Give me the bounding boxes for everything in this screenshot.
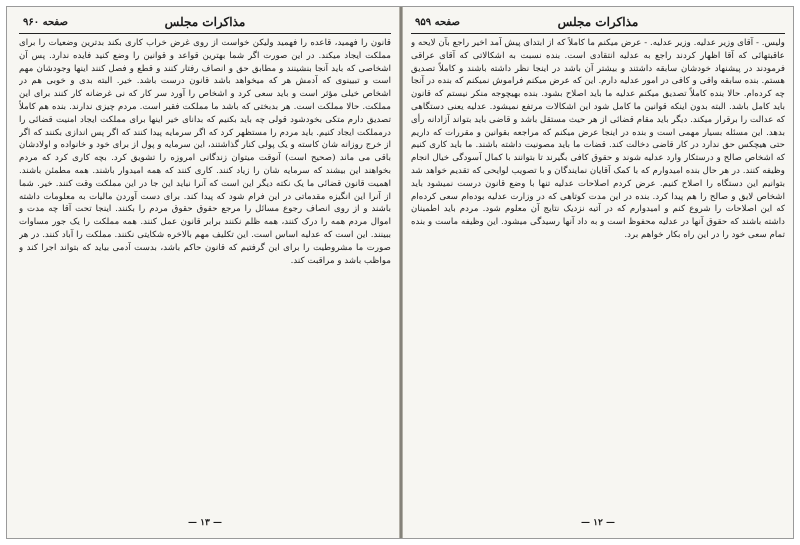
- left-page-header: [19, 15, 391, 34]
- left-page: [19, 15, 391, 530]
- left-page-footer: — ۱۳ —: [188, 518, 222, 528]
- left-page-number: صفحه ۹۶۰: [23, 17, 68, 28]
- left-running-title: مذاکرات مجلس: [164, 15, 246, 29]
- right-running-title: مذاکرات مجلس: [557, 15, 639, 29]
- right-page-footer: — ۱۲ —: [581, 518, 615, 528]
- book-gutter: [399, 7, 403, 538]
- right-page-number: صفحه ۹۵۹: [415, 17, 460, 28]
- right-page-paragraph: ولیس. - آقای وزیر عدلیه. وزیر عدلیه. - عرض میکنم ما کاملاً که از ابتدای پیش آمد اخیر راجع بآن لایحه و عاقبتهائی که آقا اظهار کردند راجع به عدلیه انتقادی است. بنده نسبت به اشکالاتی که آقای عراقی فرمودند در پیشنهاد خودشان سابقه داشتند و بیشتر آن باشد در اینجا نظر داشته باشند و کاملاً تصدیق هستم. بنده سابقه وافی و کافی در امور عدلیه دارم. این که عرض میکنم فراموش نمیکنم که بنده در آنجا چه کرده‌ام. حالا بنده کاملاً تصدیق میکنم عدلیه ما باید اصلاح بشود. بنده بهیچوجه منکر نیستم که قانون باید کامل باشد. البته بدون اینکه قوانین ما کامل شود این اشکالات مرتفع نمیشود. عدلیه یعنی دستگاهی که عدالت را برقرار میکند. دیگر باید مقام قضائی از هر حیث مستقل باشد و قاضی باید بتواند آزادانه رأی بدهد. این مسئله بسیار مهمی است و بنده در اینجا عرض میکنم که مراجعه بقوانین و مقررات که داریم حتی هیچکس حق ندارد در کار قاضی دخالت کند. قضات ما باید مصونیت داشته باشند. ما باید کاری کنیم که اشخاص صالح و درستکار وارد عدلیه شوند و حقوق کافی بگیرند تا بتوانند با کمال آسودگی خیال انجام وظیفه کنند. در هر حال بنده امیدوارم که با کمک آقایان نمایندگان و با تصویب لوایحی که تقدیم خواهد شد بتوانیم این دستگاه را اصلاح کنیم. عرض کردم اصلاحات عدلیه تنها با وضع قانون درست نمیشود باید اشخاص لایق و صالح را هم پیدا کرد. بنده در این مدت کوتاهی که در وزارت عدلیه بوده‌ام سعی کرده‌ام که این اصلاحات را شروع کنم و امیدوارم که در آتیه نزدیک نتایج آن معلوم شود. مردم باید اطمینان داشته باشند که حقوق آنها در عدلیه محفوظ است و به داد آنها رسیدگی میشود. این وظیفه ماست و بنده تمام سعی خود را در این راه بکار خواهم برد.: [411, 38, 785, 240]
- right-page-body: [411, 37, 785, 515]
- right-page-header: [411, 15, 785, 34]
- left-page-paragraph: قانون را فهمید، قاعده را فهمید ولیکن خواست از روی غرض خراب کاری بکند بدترین وضعیات را برای مملکت ایجاد میکند. در این صورت اگر شما بهترین قواعد و قوانین را وضع کنید فایده ندارد. پس آن اشخاصی که باید آنجا بنشینند و مطابق حق و انصاف رفتار کنند و قطع و فصل کنند اینها وجودشان مهم است و تبیینوی که آدمش هر که میخواهد باشد قانون درست باشد. خیر. البته بدی و خوبی هم در اشخاص خیلی مؤثر است و باید سعی کرد و اشخاص را آورد سر کار که نی غرضانه کار کنند برای این مملکت. حالا مملکت است. هر بدبختی که باشد ما مملکت فقیر است. مردم چیزی ندارند. بنده هم کاملاً تصدیق دارم متکی بخودشود قولی چه باید بکنیم که بدانای خیر اینها برای مملکت ایجاد امنیت قضائی را درمملکت ایجاد کنیم. باید مردم را مستظهر کرد که اگر سرمایه پیدا کنند که اگر پس اندازی بکنند که اگر از خرج روزانه شان کاسته و یک پولی کنار گذاشتند، این سرمایه و پول از برای خود و خانواده و اولادشان باقی می ماند (صحیح است) آنوقت میتوان زندگانی امروزه را تشویق کرد. بچه کاری کرد که مردم بخواهند این بیشند که سرمایه شان را زیاد کنند. کاری کنند که همه امیدوار باشند. همه مطمئن باشند. اهمیت قانون قضائی ما یک نکته دیگر این است که آنرا نباید این جا در این مملکت وقت کنند. خیر. شما از آنرا این انگیزه مقدماتی در این فرام شود که پیدا کند. برای دست آوردن مالیات به معلومات داشته باشند و از روی انصاف رجوع مسائل را مرجع حقوق حقوق مردم را بکنند. اینجا تحت آقا چه مدت و اموال مردم همه را درک کنند، همه ظلم نکنند برابر قانون عمل کنند. همه مملکت را یک جور مساوات ببینند. این است که عدلیه اساس است. این تکلیف مهم بالاخره شکایتی نکنند. مملکت را آباد کنند. در هر صورت ما مشروطیت را برای این گرفتیم که قانون حاکم باشد، بدست آدمی بیاید که بتواند اجرا کند و مواظب باشد و مراقبت کند.: [19, 38, 391, 266]
- book-spread: [6, 6, 794, 539]
- right-page: [411, 15, 785, 530]
- left-page-body: [19, 37, 391, 515]
